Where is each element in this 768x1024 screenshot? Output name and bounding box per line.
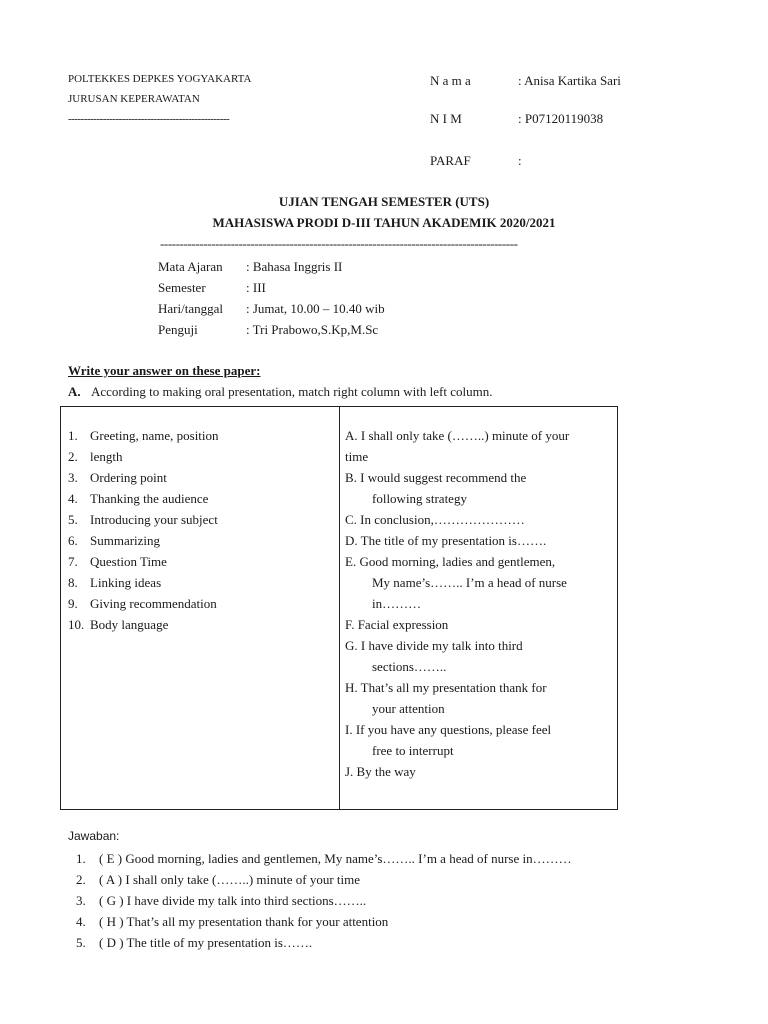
right-item-line: C. In conclusion,………………… [345, 512, 525, 527]
info-value: : Bahasa Inggris II [246, 259, 343, 274]
right-item-line: H. That’s all my presentation thank for [345, 680, 547, 695]
left-item-text: length [90, 449, 123, 464]
paraf-label: PARAF [430, 153, 471, 168]
left-item-text: Linking ideas [90, 575, 162, 590]
department-name: JURUSAN KEPERAWATAN [68, 93, 200, 105]
right-item-line: following strategy [372, 491, 467, 506]
paraf-value: : [518, 153, 522, 168]
section-a-text: According to making oral presentation, match right column with left column. [91, 384, 493, 399]
left-item-text: Summarizing [90, 533, 161, 548]
info-value: : Tri Prabowo,S.Kp,M.Sc [246, 322, 379, 337]
institution-name: POLTEKKES DEPKES YOGYAKARTA [68, 73, 252, 85]
left-item-number: 10. [68, 617, 85, 632]
answer-number: 5. [76, 935, 86, 950]
left-item-number: 4. [68, 491, 78, 506]
right-item-line: D. The title of my presentation is……. [345, 533, 547, 548]
answer-text: ( H ) That’s all my presentation thank for your attention [99, 914, 389, 929]
left-item-number: 8. [68, 575, 78, 590]
table-divider [339, 407, 340, 809]
right-item-line: A. I shall only take (……..) minute of your [345, 428, 570, 443]
left-item-text: Question Time [90, 554, 167, 569]
right-item-line: F. Facial expression [345, 617, 449, 632]
right-item-line: G. I have divide my talk into third [345, 638, 523, 653]
right-item-line: My name’s…….. I’m a head of nurse [372, 575, 567, 590]
right-item-line: I. If you have any questions, please feel [345, 722, 552, 737]
answer-text: ( E ) Good morning, ladies and gentlemen, My name’s…….. I’m a head of nurse in……… [99, 851, 572, 866]
left-item-number: 2. [68, 449, 78, 464]
left-item-number: 5. [68, 512, 78, 527]
left-item-text: Introducing your subject [90, 512, 218, 527]
right-item-line: sections…….. [372, 659, 447, 674]
left-item-text: Ordering point [90, 470, 167, 485]
nim-label: N I M [430, 111, 462, 126]
nim-value: : P07120119038 [518, 111, 604, 126]
right-item-line: your attention [372, 701, 445, 716]
answer-number: 2. [76, 872, 86, 887]
name-value: : Anisa Kartika Sari [518, 73, 621, 88]
left-item-number: 1. [68, 428, 78, 443]
right-item-line: J. By the way [345, 764, 416, 779]
answer-text: ( A ) I shall only take (……..) minute of your time [99, 872, 361, 887]
left-item-number: 9. [68, 596, 78, 611]
answer-number: 3. [76, 893, 86, 908]
left-item-text: Thanking the audience [90, 491, 209, 506]
answer-number: 1. [76, 851, 86, 866]
left-item-text: Body language [90, 617, 169, 632]
name-label: N a m a [430, 73, 471, 88]
left-item-text: Greeting, name, position [90, 428, 219, 443]
left-item-number: 3. [68, 470, 78, 485]
left-item-number: 7. [68, 554, 78, 569]
info-label: Penguji [158, 322, 198, 337]
title-separator: ------------------------------------------------------------------------------------------- [160, 236, 518, 251]
exam-subtitle: MAHASISWA PRODI D-III TAHUN AKADEMIK 2020/2021 [212, 215, 556, 230]
right-item-line: E. Good morning, ladies and gentlemen, [345, 554, 556, 569]
right-item-line: in……… [372, 596, 422, 611]
answer-text: ( G ) I have divide my talk into third sections…….. [99, 893, 367, 908]
right-item-line: B. I would suggest recommend the [345, 470, 527, 485]
info-value: : Jumat, 10.00 – 10.40 wib [246, 301, 385, 316]
instruction-text: Write your answer on these paper: [68, 363, 261, 378]
answer-text: ( D ) The title of my presentation is……. [99, 935, 313, 950]
matching-table [60, 406, 618, 810]
right-item-line: time [345, 449, 369, 464]
exam-title: UJIAN TENGAH SEMESTER (UTS) [278, 194, 490, 209]
left-item-number: 6. [68, 533, 78, 548]
info-label: Semester [158, 280, 206, 295]
info-label: Hari/tanggal [158, 301, 223, 316]
section-a-label: A. [68, 384, 81, 399]
info-label: Mata Ajaran [158, 259, 223, 274]
left-item-text: Giving recommendation [90, 596, 217, 611]
answer-number: 4. [76, 914, 86, 929]
header-dash-line: --------------------------------------------------- [68, 113, 230, 125]
answers-label: Jawaban: [68, 829, 120, 843]
right-item-line: free to interrupt [372, 743, 454, 758]
info-value: : III [246, 280, 266, 295]
